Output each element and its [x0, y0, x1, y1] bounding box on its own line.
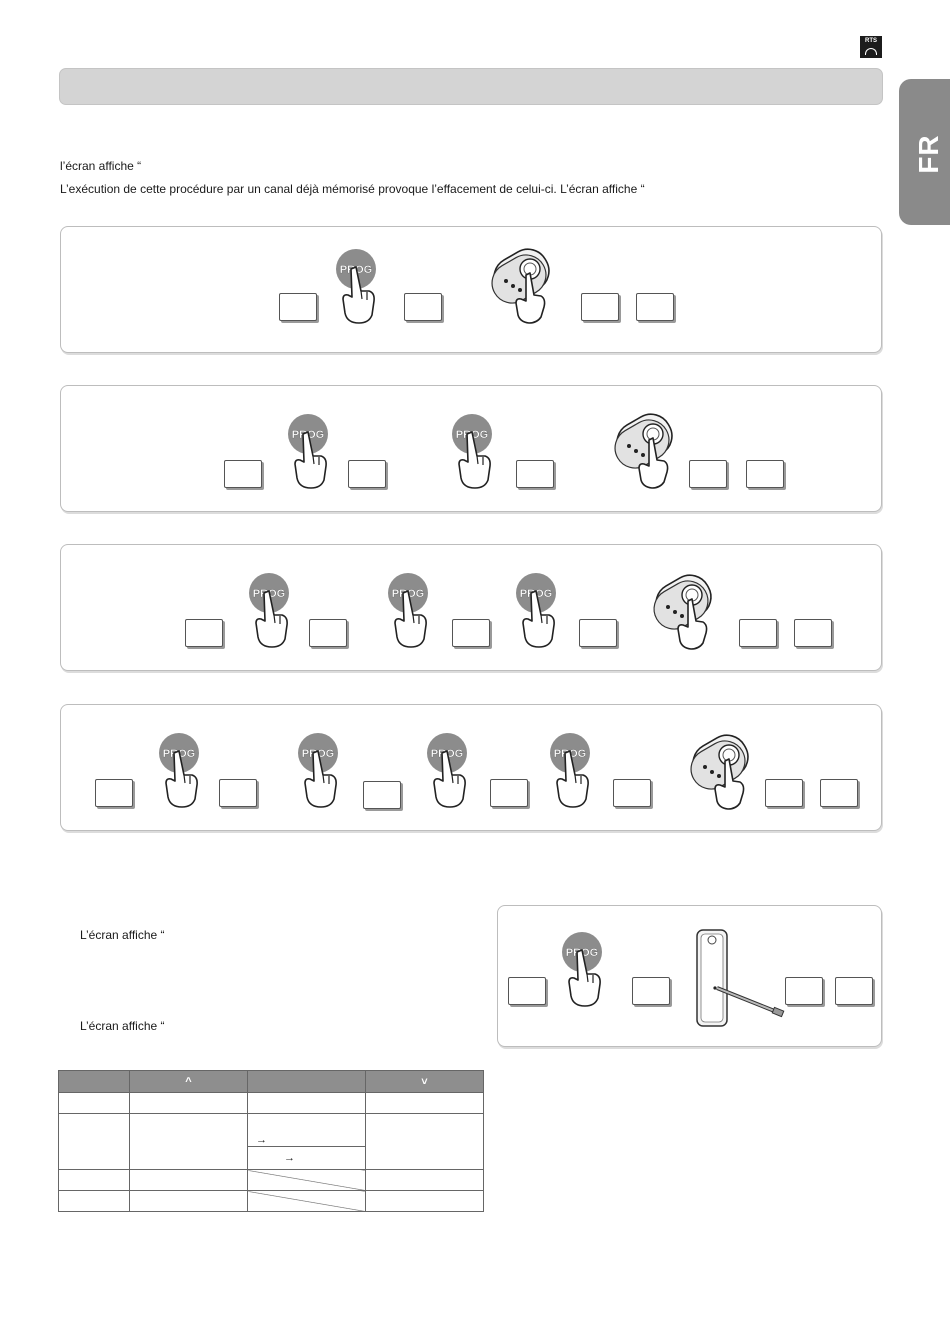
screen-box — [224, 460, 262, 488]
screen-box — [785, 977, 823, 1005]
prog-button-icon — [547, 930, 617, 1010]
prog-button-icon — [437, 412, 507, 492]
intro-line-2: L’exécution de cette procédure par un canal déjà mémorisé provoque l’effacement de celui-ci. L’écran affiche “ — [60, 182, 645, 196]
settings-table — [58, 1070, 484, 1212]
screen-box — [185, 619, 223, 647]
prog-button-icon — [283, 731, 353, 811]
diagonal-cell — [248, 1170, 366, 1191]
screen-box — [452, 619, 490, 647]
intro-line-1: l’écran affiche “ — [60, 159, 142, 173]
prog-button-icon — [412, 731, 482, 811]
procedure-panel-1 — [60, 226, 882, 353]
table-row — [59, 1114, 484, 1147]
table-row — [59, 1170, 484, 1191]
prog-button-icon — [273, 412, 343, 492]
remote-control-icon — [685, 731, 755, 811]
screen-text-2: L’écran affiche “ — [80, 1019, 165, 1033]
screen-box — [279, 293, 317, 321]
prog-button-icon — [373, 571, 443, 651]
screen-box — [508, 977, 546, 1005]
prog-button-icon — [234, 571, 304, 651]
screen-box — [363, 781, 401, 809]
prog-button-icon — [321, 247, 391, 327]
prog-button-icon — [535, 731, 605, 811]
screen-box — [490, 779, 528, 807]
sensor-with-screwdriver-icon — [691, 926, 791, 1036]
arrow-right-icon: → — [256, 1134, 267, 1147]
diagonal-cell — [248, 1191, 366, 1212]
table-header-cell — [59, 1071, 130, 1093]
screen-box — [835, 977, 873, 1005]
screen-text-1: L’écran affiche “ — [80, 928, 165, 942]
sensor-panel — [497, 905, 882, 1047]
table-header-up: ^ — [130, 1071, 248, 1093]
language-tab-label: FR — [913, 134, 944, 174]
table-header-cell — [248, 1071, 366, 1093]
screen-box — [219, 779, 257, 807]
screen-box — [746, 460, 784, 488]
table-header-down: ˅ — [366, 1071, 484, 1093]
screen-box — [516, 460, 554, 488]
screen-box — [95, 779, 133, 807]
screen-box — [579, 619, 617, 647]
signal-icon — [865, 48, 877, 55]
language-tab — [899, 79, 950, 225]
prog-button-icon — [144, 731, 214, 811]
procedure-panel-3 — [60, 544, 882, 671]
screen-box — [739, 619, 777, 647]
screen-box — [689, 460, 727, 488]
screen-box — [794, 619, 832, 647]
arrow-right-icon: → — [284, 1152, 295, 1165]
remote-control-icon — [486, 245, 556, 325]
section-title-bar — [59, 68, 883, 105]
table-row — [59, 1093, 484, 1114]
remote-control-icon — [609, 410, 679, 490]
rts-logo-text: RTS — [865, 38, 877, 44]
procedure-panel-4 — [60, 704, 882, 831]
screen-box — [820, 779, 858, 807]
remote-control-icon — [648, 571, 718, 651]
screen-box — [309, 619, 347, 647]
screen-box — [581, 293, 619, 321]
table-header-row — [59, 1071, 484, 1093]
screen-box — [632, 977, 670, 1005]
screen-box — [404, 293, 442, 321]
screen-box — [348, 460, 386, 488]
prog-button-icon — [501, 571, 571, 651]
table-row — [59, 1191, 484, 1212]
screen-box — [765, 779, 803, 807]
screen-box — [613, 779, 651, 807]
rts-logo — [860, 36, 882, 58]
screen-box — [636, 293, 674, 321]
procedure-panel-2 — [60, 385, 882, 512]
